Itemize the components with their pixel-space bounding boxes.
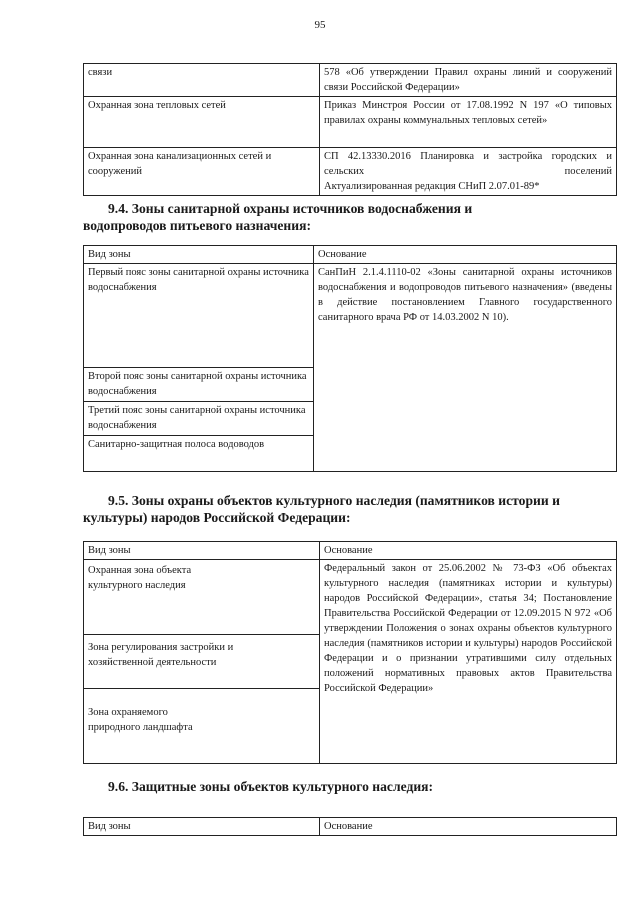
table-header-row <box>84 818 617 836</box>
table-water-sanitary-zones <box>83 245 617 472</box>
header-zone-type: Вид зоны <box>84 818 320 836</box>
header-zone-type: Вид зоны <box>84 246 314 264</box>
zone-cell: связи <box>84 64 320 97</box>
zone-cell: Третий пояс зоны санитарной охраны источника водоснабжения <box>84 402 314 436</box>
zone-text: Зона охраняемого природного ландшафта <box>88 707 193 733</box>
basis-cell: 578 «Об утверждении Правил охраны линий и сооружений связи Российской Федерации» <box>320 64 617 97</box>
table-row <box>84 560 617 635</box>
table-row <box>84 97 617 148</box>
zone-cell: Охранная зона канализационных сетей и сооружений <box>84 148 320 196</box>
zone-cell <box>84 560 320 635</box>
header-zone-type: Вид зоны <box>84 542 320 560</box>
table-cultural-heritage-zones <box>83 541 617 764</box>
header-basis: Основание <box>320 542 617 560</box>
page-number: 95 <box>314 19 326 31</box>
zone-text: Охранная зона объекта культурного наследия <box>88 565 192 591</box>
table-row <box>84 148 617 196</box>
table-header-row <box>84 246 617 264</box>
table-row <box>84 264 617 368</box>
zone-cell: Второй пояс зоны санитарной охраны источника водоснабжения <box>84 368 314 402</box>
zone-text: Зона регулирования застройки и хозяйственной деятельности <box>88 642 234 668</box>
section-heading-9-4: 9.4. Зоны санитарной охраны источников водоснабжения и водопроводов питьевого назначения: <box>83 201 473 233</box>
table-header-row <box>84 542 617 560</box>
zone-cell <box>84 689 320 764</box>
zone-cell <box>84 635 320 689</box>
table-row <box>84 64 617 97</box>
section-heading-9-6: 9.6. Защитные зоны объектов культурного наследия: <box>108 779 434 794</box>
header-basis: Основание <box>314 246 617 264</box>
zone-cell: Охранная зона тепловых сетей <box>84 97 320 148</box>
zone-cell: Первый пояс зоны санитарной охраны источника водоснабжения <box>84 264 314 368</box>
section-heading-9-5: 9.5. Зоны охраны объектов культурного наследия (памятников истории и культуры) народов Российской Федерации: <box>83 493 560 525</box>
table-protective-zones <box>83 817 617 836</box>
basis-line: СП 42.13330.2016 Планировка и застройка городских и сельских поселений <box>324 151 612 177</box>
basis-cell: Федеральный закон от 25.06.2002 № 73-ФЗ «Об объектах культурного наследия (памятниках истории и культуры) народов Российской Федерации», статья 34; Постановление Правительства Российской Федерации от 12.09.2015 N 972 «Об утверждении Положения о зонах охраны объектов культурного наследия (памятников истории и культуры) народов Российской Федерации и о признании утратившими силу отдельных положений нормативных правовых актов Правительства Российской Федерации» <box>320 560 617 764</box>
table-continuation <box>83 63 617 196</box>
basis-cell <box>320 148 617 196</box>
header-basis: Основание <box>320 818 617 836</box>
basis-line: Актуализированная редакция СНиП 2.07.01-89* <box>324 181 540 192</box>
zone-cell: Санитарно-защитная полоса водоводов <box>84 436 314 472</box>
basis-cell: Приказ Минстроя России от 17.08.1992 N 197 «О типовых правилах охраны коммунальных тепловых сетей» <box>320 97 617 148</box>
basis-cell: СанПиН 2.1.4.1110-02 «Зоны санитарной охраны источников водоснабжения и водопроводов питьевого назначения» (введены в действие постановлением Главного государственного санитарного врача РФ от 14.03.2002 N 10). <box>314 264 617 472</box>
